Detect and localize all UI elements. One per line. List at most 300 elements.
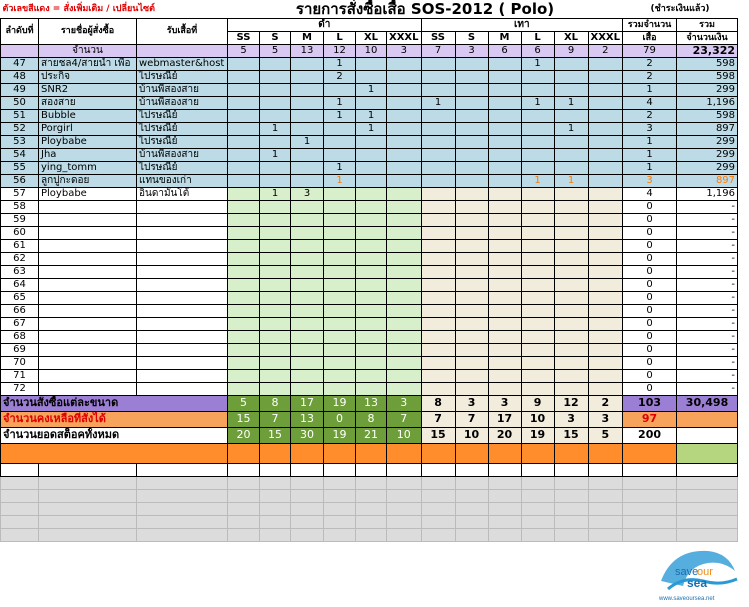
row-gray-cell[interactable]: 1	[554, 122, 588, 135]
row-gray-cell[interactable]	[488, 122, 521, 135]
row-name-cell[interactable]: ลูกปูกะดอย	[39, 174, 137, 187]
row-name-cell[interactable]: Ploybabe	[39, 187, 137, 200]
row-gray-cell[interactable]	[455, 135, 488, 148]
row-name-cell[interactable]	[39, 382, 137, 395]
row-gray-cell[interactable]	[554, 83, 588, 96]
row-black-cell[interactable]	[387, 109, 422, 122]
row-gray-cell[interactable]	[488, 213, 521, 226]
row-shirts-cell[interactable]: 1	[623, 148, 677, 161]
row-shirts-cell[interactable]: 0	[623, 200, 677, 213]
row-black-cell[interactable]	[228, 239, 260, 252]
row-gray-cell[interactable]	[588, 83, 623, 96]
row-black-cell[interactable]	[387, 291, 422, 304]
row-name-cell[interactable]	[39, 278, 137, 291]
row-black-cell[interactable]: 1	[260, 148, 291, 161]
row-pickup-cell[interactable]	[137, 278, 228, 291]
row-gray-cell[interactable]	[421, 343, 455, 356]
blank-cell[interactable]	[260, 489, 291, 502]
row-black-cell[interactable]	[228, 356, 260, 369]
row-name-cell[interactable]: Ploybabe	[39, 135, 137, 148]
row-black-cell[interactable]	[291, 330, 324, 343]
row-gray-cell[interactable]	[455, 265, 488, 278]
row-black-cell[interactable]	[387, 57, 422, 70]
blank-cell[interactable]	[455, 528, 488, 541]
row-black-cell[interactable]	[291, 226, 324, 239]
row-gray-cell[interactable]	[488, 265, 521, 278]
row-gray-cell[interactable]	[421, 226, 455, 239]
row-gray-cell[interactable]	[488, 291, 521, 304]
row-gray-cell[interactable]	[588, 304, 623, 317]
row-black-cell[interactable]: 1	[260, 187, 291, 200]
row-gray-cell[interactable]	[554, 187, 588, 200]
row-gray-cell[interactable]	[588, 343, 623, 356]
row-black-cell[interactable]	[324, 330, 356, 343]
row-gray-cell[interactable]	[521, 265, 554, 278]
row-no-cell[interactable]: 58	[1, 200, 39, 213]
row-black-cell[interactable]	[356, 265, 387, 278]
row-black-cell[interactable]	[260, 291, 291, 304]
row-gray-cell[interactable]	[421, 382, 455, 395]
row-pickup-cell[interactable]	[137, 226, 228, 239]
row-gray-cell[interactable]	[488, 148, 521, 161]
row-gray-cell[interactable]	[488, 356, 521, 369]
row-black-cell[interactable]	[291, 369, 324, 382]
row-black-cell[interactable]	[387, 265, 422, 278]
row-shirts-cell[interactable]: 3	[623, 174, 677, 187]
row-black-cell[interactable]	[260, 174, 291, 187]
row-no-cell[interactable]: 68	[1, 330, 39, 343]
row-black-cell[interactable]	[260, 343, 291, 356]
row-gray-cell[interactable]	[421, 109, 455, 122]
row-no-cell[interactable]: 51	[1, 109, 39, 122]
blank-cell[interactable]	[356, 515, 387, 528]
row-black-cell[interactable]	[387, 83, 422, 96]
row-money-cell[interactable]: -	[677, 369, 738, 382]
row-gray-cell[interactable]	[488, 330, 521, 343]
blank-cell[interactable]	[488, 463, 521, 476]
row-gray-cell[interactable]	[588, 200, 623, 213]
row-name-cell[interactable]	[39, 343, 137, 356]
blank-cell[interactable]	[291, 502, 324, 515]
row-gray-cell[interactable]	[488, 382, 521, 395]
blank-cell[interactable]	[39, 463, 137, 476]
blank-cell[interactable]	[324, 528, 356, 541]
row-black-cell[interactable]	[228, 96, 260, 109]
row-gray-cell[interactable]	[554, 304, 588, 317]
row-black-cell[interactable]	[324, 226, 356, 239]
blank-cell[interactable]	[39, 515, 137, 528]
row-black-cell[interactable]	[387, 70, 422, 83]
blank-cell[interactable]	[521, 528, 554, 541]
row-black-cell[interactable]	[387, 174, 422, 187]
row-black-cell[interactable]	[228, 252, 260, 265]
row-no-cell[interactable]: 65	[1, 291, 39, 304]
row-gray-cell[interactable]	[554, 135, 588, 148]
row-black-cell[interactable]	[324, 356, 356, 369]
row-no-cell[interactable]: 53	[1, 135, 39, 148]
row-name-cell[interactable]: ying_tomm	[39, 161, 137, 174]
row-black-cell[interactable]	[324, 122, 356, 135]
blank-cell[interactable]	[39, 528, 137, 541]
row-black-cell[interactable]	[228, 187, 260, 200]
row-black-cell[interactable]: 3	[291, 187, 324, 200]
row-pickup-cell[interactable]: ไปรษณีย์	[137, 135, 228, 148]
row-black-cell[interactable]	[291, 70, 324, 83]
row-gray-cell[interactable]: 1	[554, 96, 588, 109]
row-black-cell[interactable]	[260, 239, 291, 252]
blank-cell[interactable]	[387, 476, 422, 489]
row-black-cell[interactable]	[228, 304, 260, 317]
row-money-cell[interactable]: 299	[677, 148, 738, 161]
row-black-cell[interactable]	[291, 317, 324, 330]
row-black-cell[interactable]	[387, 317, 422, 330]
row-black-cell[interactable]	[291, 291, 324, 304]
row-black-cell[interactable]	[324, 200, 356, 213]
row-gray-cell[interactable]	[521, 291, 554, 304]
blank-cell[interactable]	[356, 502, 387, 515]
row-black-cell[interactable]	[356, 187, 387, 200]
row-black-cell[interactable]	[228, 213, 260, 226]
row-money-cell[interactable]: 1,196	[677, 187, 738, 200]
row-black-cell[interactable]: 2	[324, 70, 356, 83]
row-gray-cell[interactable]	[455, 278, 488, 291]
row-shirts-cell[interactable]: 0	[623, 317, 677, 330]
row-gray-cell[interactable]	[488, 343, 521, 356]
row-name-cell[interactable]	[39, 213, 137, 226]
row-no-cell[interactable]: 70	[1, 356, 39, 369]
row-black-cell[interactable]	[260, 109, 291, 122]
blank-cell[interactable]	[588, 489, 623, 502]
row-gray-cell[interactable]	[521, 330, 554, 343]
row-gray-cell[interactable]	[554, 356, 588, 369]
row-gray-cell[interactable]	[554, 278, 588, 291]
row-black-cell[interactable]	[260, 57, 291, 70]
row-name-cell[interactable]	[39, 291, 137, 304]
row-gray-cell[interactable]	[421, 148, 455, 161]
row-gray-cell[interactable]	[455, 57, 488, 70]
row-black-cell[interactable]	[228, 278, 260, 291]
row-pickup-cell[interactable]: บ้านพี่สองสาย	[137, 148, 228, 161]
row-name-cell[interactable]	[39, 317, 137, 330]
row-no-cell[interactable]: 60	[1, 226, 39, 239]
row-black-cell[interactable]	[291, 57, 324, 70]
row-gray-cell[interactable]	[554, 109, 588, 122]
blank-cell[interactable]	[387, 515, 422, 528]
blank-cell[interactable]	[1, 528, 39, 541]
blank-cell[interactable]	[677, 463, 738, 476]
row-pickup-cell[interactable]: ไปรษณีย์	[137, 122, 228, 135]
row-black-cell[interactable]	[291, 122, 324, 135]
row-pickup-cell[interactable]	[137, 252, 228, 265]
blank-cell[interactable]	[228, 528, 260, 541]
row-black-cell[interactable]: 1	[260, 122, 291, 135]
row-no-cell[interactable]: 64	[1, 278, 39, 291]
row-black-cell[interactable]	[387, 278, 422, 291]
row-gray-cell[interactable]	[421, 356, 455, 369]
blank-cell[interactable]	[623, 476, 677, 489]
row-black-cell[interactable]	[324, 291, 356, 304]
row-gray-cell[interactable]	[588, 109, 623, 122]
row-gray-cell[interactable]: 1	[521, 174, 554, 187]
row-money-cell[interactable]: 1,196	[677, 96, 738, 109]
row-gray-cell[interactable]	[521, 226, 554, 239]
row-black-cell[interactable]	[387, 343, 422, 356]
row-money-cell[interactable]: -	[677, 304, 738, 317]
row-black-cell[interactable]	[324, 278, 356, 291]
row-gray-cell[interactable]	[421, 174, 455, 187]
blank-cell[interactable]	[623, 502, 677, 515]
row-black-cell[interactable]	[356, 200, 387, 213]
row-gray-cell[interactable]	[588, 122, 623, 135]
row-black-cell[interactable]	[324, 343, 356, 356]
row-pickup-cell[interactable]: บ้านพี่สองสาย	[137, 96, 228, 109]
blank-cell[interactable]	[324, 489, 356, 502]
row-black-cell[interactable]	[387, 239, 422, 252]
row-pickup-cell[interactable]	[137, 239, 228, 252]
row-black-cell[interactable]	[228, 265, 260, 278]
row-gray-cell[interactable]	[588, 70, 623, 83]
row-gray-cell[interactable]	[455, 252, 488, 265]
row-gray-cell[interactable]	[488, 278, 521, 291]
blank-cell[interactable]	[291, 528, 324, 541]
row-gray-cell[interactable]	[455, 187, 488, 200]
row-name-cell[interactable]	[39, 356, 137, 369]
blank-cell[interactable]	[291, 515, 324, 528]
row-gray-cell[interactable]	[421, 200, 455, 213]
blank-cell[interactable]	[421, 463, 455, 476]
row-gray-cell[interactable]	[521, 148, 554, 161]
row-gray-cell[interactable]	[488, 96, 521, 109]
blank-cell[interactable]	[291, 476, 324, 489]
row-name-cell[interactable]	[39, 200, 137, 213]
row-pickup-cell[interactable]	[137, 200, 228, 213]
row-gray-cell[interactable]	[455, 96, 488, 109]
blank-cell[interactable]	[137, 515, 228, 528]
row-gray-cell[interactable]	[588, 252, 623, 265]
row-gray-cell[interactable]	[421, 70, 455, 83]
blank-cell[interactable]	[387, 502, 422, 515]
row-shirts-cell[interactable]: 1	[623, 161, 677, 174]
row-pickup-cell[interactable]	[137, 369, 228, 382]
row-money-cell[interactable]: -	[677, 278, 738, 291]
row-black-cell[interactable]	[387, 356, 422, 369]
row-gray-cell[interactable]	[588, 291, 623, 304]
row-gray-cell[interactable]	[521, 135, 554, 148]
row-black-cell[interactable]	[291, 239, 324, 252]
blank-cell[interactable]	[356, 463, 387, 476]
blank-cell[interactable]	[137, 528, 228, 541]
row-gray-cell[interactable]	[421, 83, 455, 96]
row-name-cell[interactable]	[39, 252, 137, 265]
blank-cell[interactable]	[588, 528, 623, 541]
row-money-cell[interactable]: -	[677, 239, 738, 252]
row-shirts-cell[interactable]: 2	[623, 70, 677, 83]
row-name-cell[interactable]	[39, 330, 137, 343]
row-black-cell[interactable]	[228, 70, 260, 83]
row-gray-cell[interactable]: 1	[521, 96, 554, 109]
row-gray-cell[interactable]	[554, 148, 588, 161]
row-shirts-cell[interactable]: 0	[623, 304, 677, 317]
row-gray-cell[interactable]	[421, 161, 455, 174]
row-black-cell[interactable]	[228, 57, 260, 70]
row-gray-cell[interactable]	[554, 70, 588, 83]
row-black-cell[interactable]	[387, 304, 422, 317]
blank-cell[interactable]	[588, 502, 623, 515]
row-black-cell[interactable]	[324, 369, 356, 382]
row-no-cell[interactable]: 56	[1, 174, 39, 187]
row-black-cell[interactable]	[356, 174, 387, 187]
row-gray-cell[interactable]	[455, 70, 488, 83]
row-no-cell[interactable]: 67	[1, 317, 39, 330]
row-black-cell[interactable]	[291, 83, 324, 96]
row-black-cell[interactable]	[356, 148, 387, 161]
row-black-cell[interactable]	[228, 330, 260, 343]
row-gray-cell[interactable]	[588, 161, 623, 174]
row-black-cell[interactable]	[291, 382, 324, 395]
row-gray-cell[interactable]	[521, 161, 554, 174]
row-name-cell[interactable]	[39, 369, 137, 382]
blank-cell[interactable]	[455, 476, 488, 489]
row-gray-cell[interactable]	[455, 122, 488, 135]
blank-cell[interactable]	[1, 476, 39, 489]
row-gray-cell[interactable]	[554, 369, 588, 382]
row-black-cell[interactable]	[291, 343, 324, 356]
row-black-cell[interactable]	[356, 291, 387, 304]
row-black-cell[interactable]	[291, 109, 324, 122]
row-gray-cell[interactable]	[421, 304, 455, 317]
row-black-cell[interactable]	[387, 122, 422, 135]
row-black-cell[interactable]	[356, 330, 387, 343]
row-black-cell[interactable]	[356, 226, 387, 239]
row-gray-cell[interactable]	[588, 330, 623, 343]
row-shirts-cell[interactable]: 2	[623, 109, 677, 122]
row-black-cell[interactable]	[356, 317, 387, 330]
row-gray-cell[interactable]	[521, 213, 554, 226]
row-pickup-cell[interactable]	[137, 304, 228, 317]
row-money-cell[interactable]: 598	[677, 109, 738, 122]
row-pickup-cell[interactable]: บ้านพี่สองสาย	[137, 83, 228, 96]
blank-cell[interactable]	[488, 489, 521, 502]
row-money-cell[interactable]: 299	[677, 161, 738, 174]
row-money-cell[interactable]: -	[677, 343, 738, 356]
row-money-cell[interactable]: 897	[677, 174, 738, 187]
row-no-cell[interactable]: 55	[1, 161, 39, 174]
row-gray-cell[interactable]	[554, 57, 588, 70]
blank-cell[interactable]	[228, 502, 260, 515]
blank-cell[interactable]	[421, 502, 455, 515]
blank-cell[interactable]	[421, 489, 455, 502]
row-gray-cell[interactable]	[588, 213, 623, 226]
row-black-cell[interactable]	[260, 161, 291, 174]
row-gray-cell[interactable]: 1	[521, 57, 554, 70]
row-gray-cell[interactable]	[521, 70, 554, 83]
row-gray-cell[interactable]	[554, 382, 588, 395]
row-money-cell[interactable]: -	[677, 356, 738, 369]
row-name-cell[interactable]: Bubble	[39, 109, 137, 122]
row-no-cell[interactable]: 72	[1, 382, 39, 395]
row-shirts-cell[interactable]: 0	[623, 382, 677, 395]
blank-cell[interactable]	[677, 502, 738, 515]
row-gray-cell[interactable]	[455, 213, 488, 226]
row-gray-cell[interactable]	[554, 265, 588, 278]
row-gray-cell[interactable]	[455, 161, 488, 174]
row-black-cell[interactable]	[260, 70, 291, 83]
row-black-cell[interactable]	[387, 135, 422, 148]
blank-cell[interactable]	[677, 515, 738, 528]
row-black-cell[interactable]	[387, 226, 422, 239]
row-black-cell[interactable]	[228, 291, 260, 304]
row-gray-cell[interactable]	[455, 291, 488, 304]
row-black-cell[interactable]	[324, 304, 356, 317]
row-money-cell[interactable]: -	[677, 382, 738, 395]
blank-cell[interactable]	[588, 463, 623, 476]
row-no-cell[interactable]: 54	[1, 148, 39, 161]
blank-cell[interactable]	[1, 489, 39, 502]
row-gray-cell[interactable]	[421, 265, 455, 278]
row-black-cell[interactable]: 1	[356, 83, 387, 96]
row-shirts-cell[interactable]: 0	[623, 265, 677, 278]
row-gray-cell[interactable]	[455, 369, 488, 382]
row-name-cell[interactable]: SNR2	[39, 83, 137, 96]
row-black-cell[interactable]	[291, 96, 324, 109]
row-gray-cell[interactable]	[455, 304, 488, 317]
row-gray-cell[interactable]	[554, 161, 588, 174]
row-no-cell[interactable]: 61	[1, 239, 39, 252]
row-black-cell[interactable]	[324, 317, 356, 330]
row-gray-cell[interactable]	[421, 291, 455, 304]
row-gray-cell[interactable]	[455, 83, 488, 96]
blank-cell[interactable]	[260, 515, 291, 528]
blank-cell[interactable]	[387, 463, 422, 476]
row-gray-cell[interactable]	[588, 239, 623, 252]
row-shirts-cell[interactable]: 0	[623, 356, 677, 369]
row-name-cell[interactable]	[39, 226, 137, 239]
row-black-cell[interactable]	[291, 148, 324, 161]
row-black-cell[interactable]	[356, 57, 387, 70]
row-money-cell[interactable]: -	[677, 226, 738, 239]
row-gray-cell[interactable]	[521, 200, 554, 213]
row-gray-cell[interactable]	[488, 317, 521, 330]
blank-cell[interactable]	[137, 476, 228, 489]
row-no-cell[interactable]: 69	[1, 343, 39, 356]
row-black-cell[interactable]	[228, 369, 260, 382]
row-gray-cell[interactable]	[455, 148, 488, 161]
blank-cell[interactable]	[324, 463, 356, 476]
blank-cell[interactable]	[554, 463, 588, 476]
row-black-cell[interactable]	[228, 135, 260, 148]
row-gray-cell[interactable]	[488, 109, 521, 122]
row-black-cell[interactable]	[228, 148, 260, 161]
blank-cell[interactable]	[356, 476, 387, 489]
row-name-cell[interactable]	[39, 265, 137, 278]
row-money-cell[interactable]: -	[677, 317, 738, 330]
row-gray-cell[interactable]	[421, 239, 455, 252]
row-money-cell[interactable]: 897	[677, 122, 738, 135]
row-shirts-cell[interactable]: 0	[623, 239, 677, 252]
blank-cell[interactable]	[554, 528, 588, 541]
row-pickup-cell[interactable]	[137, 356, 228, 369]
row-money-cell[interactable]: 598	[677, 57, 738, 70]
row-black-cell[interactable]	[356, 70, 387, 83]
row-no-cell[interactable]: 52	[1, 122, 39, 135]
row-shirts-cell[interactable]: 0	[623, 343, 677, 356]
row-gray-cell[interactable]	[588, 135, 623, 148]
row-gray-cell[interactable]	[488, 187, 521, 200]
row-black-cell[interactable]	[356, 343, 387, 356]
row-gray-cell[interactable]	[521, 252, 554, 265]
row-black-cell[interactable]: 1	[324, 161, 356, 174]
row-black-cell[interactable]	[260, 252, 291, 265]
